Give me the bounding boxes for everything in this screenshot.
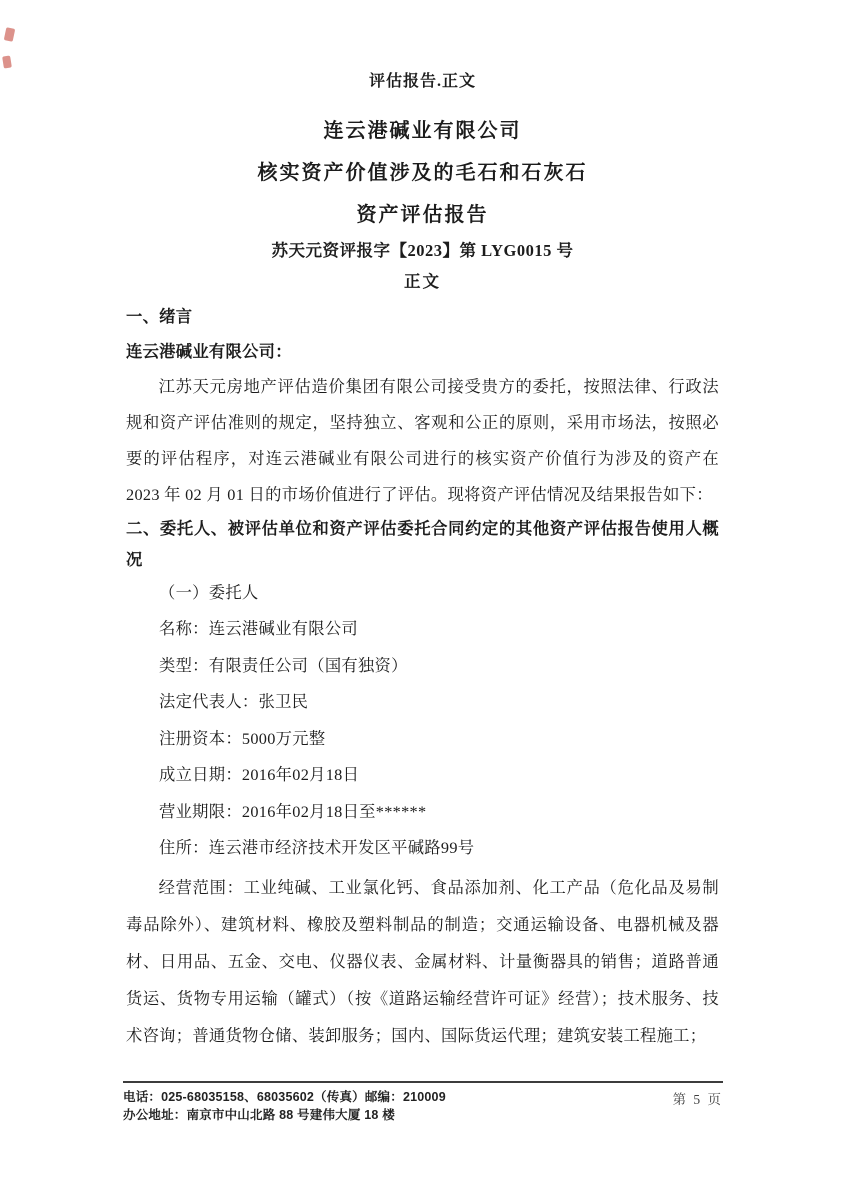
footer-phone-line: 电话：025-68035158、68035602（传真）邮编：210009 (123, 1090, 446, 1104)
section1-heading: 一、绪言 (126, 307, 193, 326)
page-number: 第 5 页 (672, 1092, 723, 1107)
page-content (126, 0, 719, 1145)
business-scope-paragraph: 经营范围：工业纯碱、工业氯化钙、食品添加剂、化工产品（危化品及易制毒品除外）、建筑材料、橡胶及塑料制品的制造；交通运输设备、电器机械及器材、日用品、五金、交电、仪器仪表、金属材料、计量衡器具的销售；道路普通货运、货物专用运输（罐式）（按《道路运输经营许可证》经营）；技术服务、技术咨询；普通货物仓储、装卸服务；国内、国际货运代理；建筑安装工程施工； (126, 877, 719, 1045)
report-title-line-2: 核实资产价值涉及的毛石和石灰石 (257, 162, 588, 184)
report-title-block (126, 110, 719, 236)
client-detail-line: 名称：连云港碱业有限公司 (159, 619, 358, 638)
report-title-line-3: 资产评估报告 (356, 204, 489, 226)
report-title-line-1: 连云港碱业有限公司 (323, 120, 522, 142)
client-detail-line: 成立日期：2016年02月18日 (159, 765, 360, 784)
body-subtitle: 正文 (404, 272, 441, 291)
doc-label: 评估报告.正文 (368, 73, 476, 90)
client-detail-line: 住所：连云港市经济技术开发区平碱路99号 (159, 838, 475, 857)
section2-subheading: （一）委托人 (159, 583, 259, 602)
client-detail-line: 法定代表人：张卫民 (159, 692, 309, 711)
client-detail-line: 类型：有限责任公司（国有独资） (159, 655, 408, 675)
client-detail-line: 营业期限：2016年02月18日至****** (159, 801, 427, 821)
intro-paragraph: 江苏天元房地产评估造价集团有限公司接受贵方的委托，按照法律、行政法规和资产评估准则的规定，坚持独立、客观和公正的原则，采用市场法，按照必要的评估程序，对连云港碱业有限公司进行的核实资产价值行为涉及的资产在2023 年 02 月 01 日的市场价值进行了评估。现将资产评估情况及结果报告如下： (126, 377, 719, 504)
salutation-line: 连云港碱业有限公司： (126, 342, 292, 361)
section2-heading: 二、委托人、被评估单位和资产评估委托合同约定的其他资产评估报告使用人概况 (126, 519, 719, 569)
red-stamp-mark-icon (4, 27, 16, 42)
red-stamp-mark-icon (2, 55, 12, 68)
client-detail-list (126, 611, 719, 867)
client-detail-line: 注册资本：5000万元整 (159, 728, 326, 748)
footer-address-line: 办公地址：南京市中山北路 88 号建伟大厦 18 楼 (123, 1108, 395, 1122)
page-footer (123, 1081, 723, 1124)
report-number: 苏天元资评报字【2023】第 LYG0015 号 (271, 241, 574, 260)
